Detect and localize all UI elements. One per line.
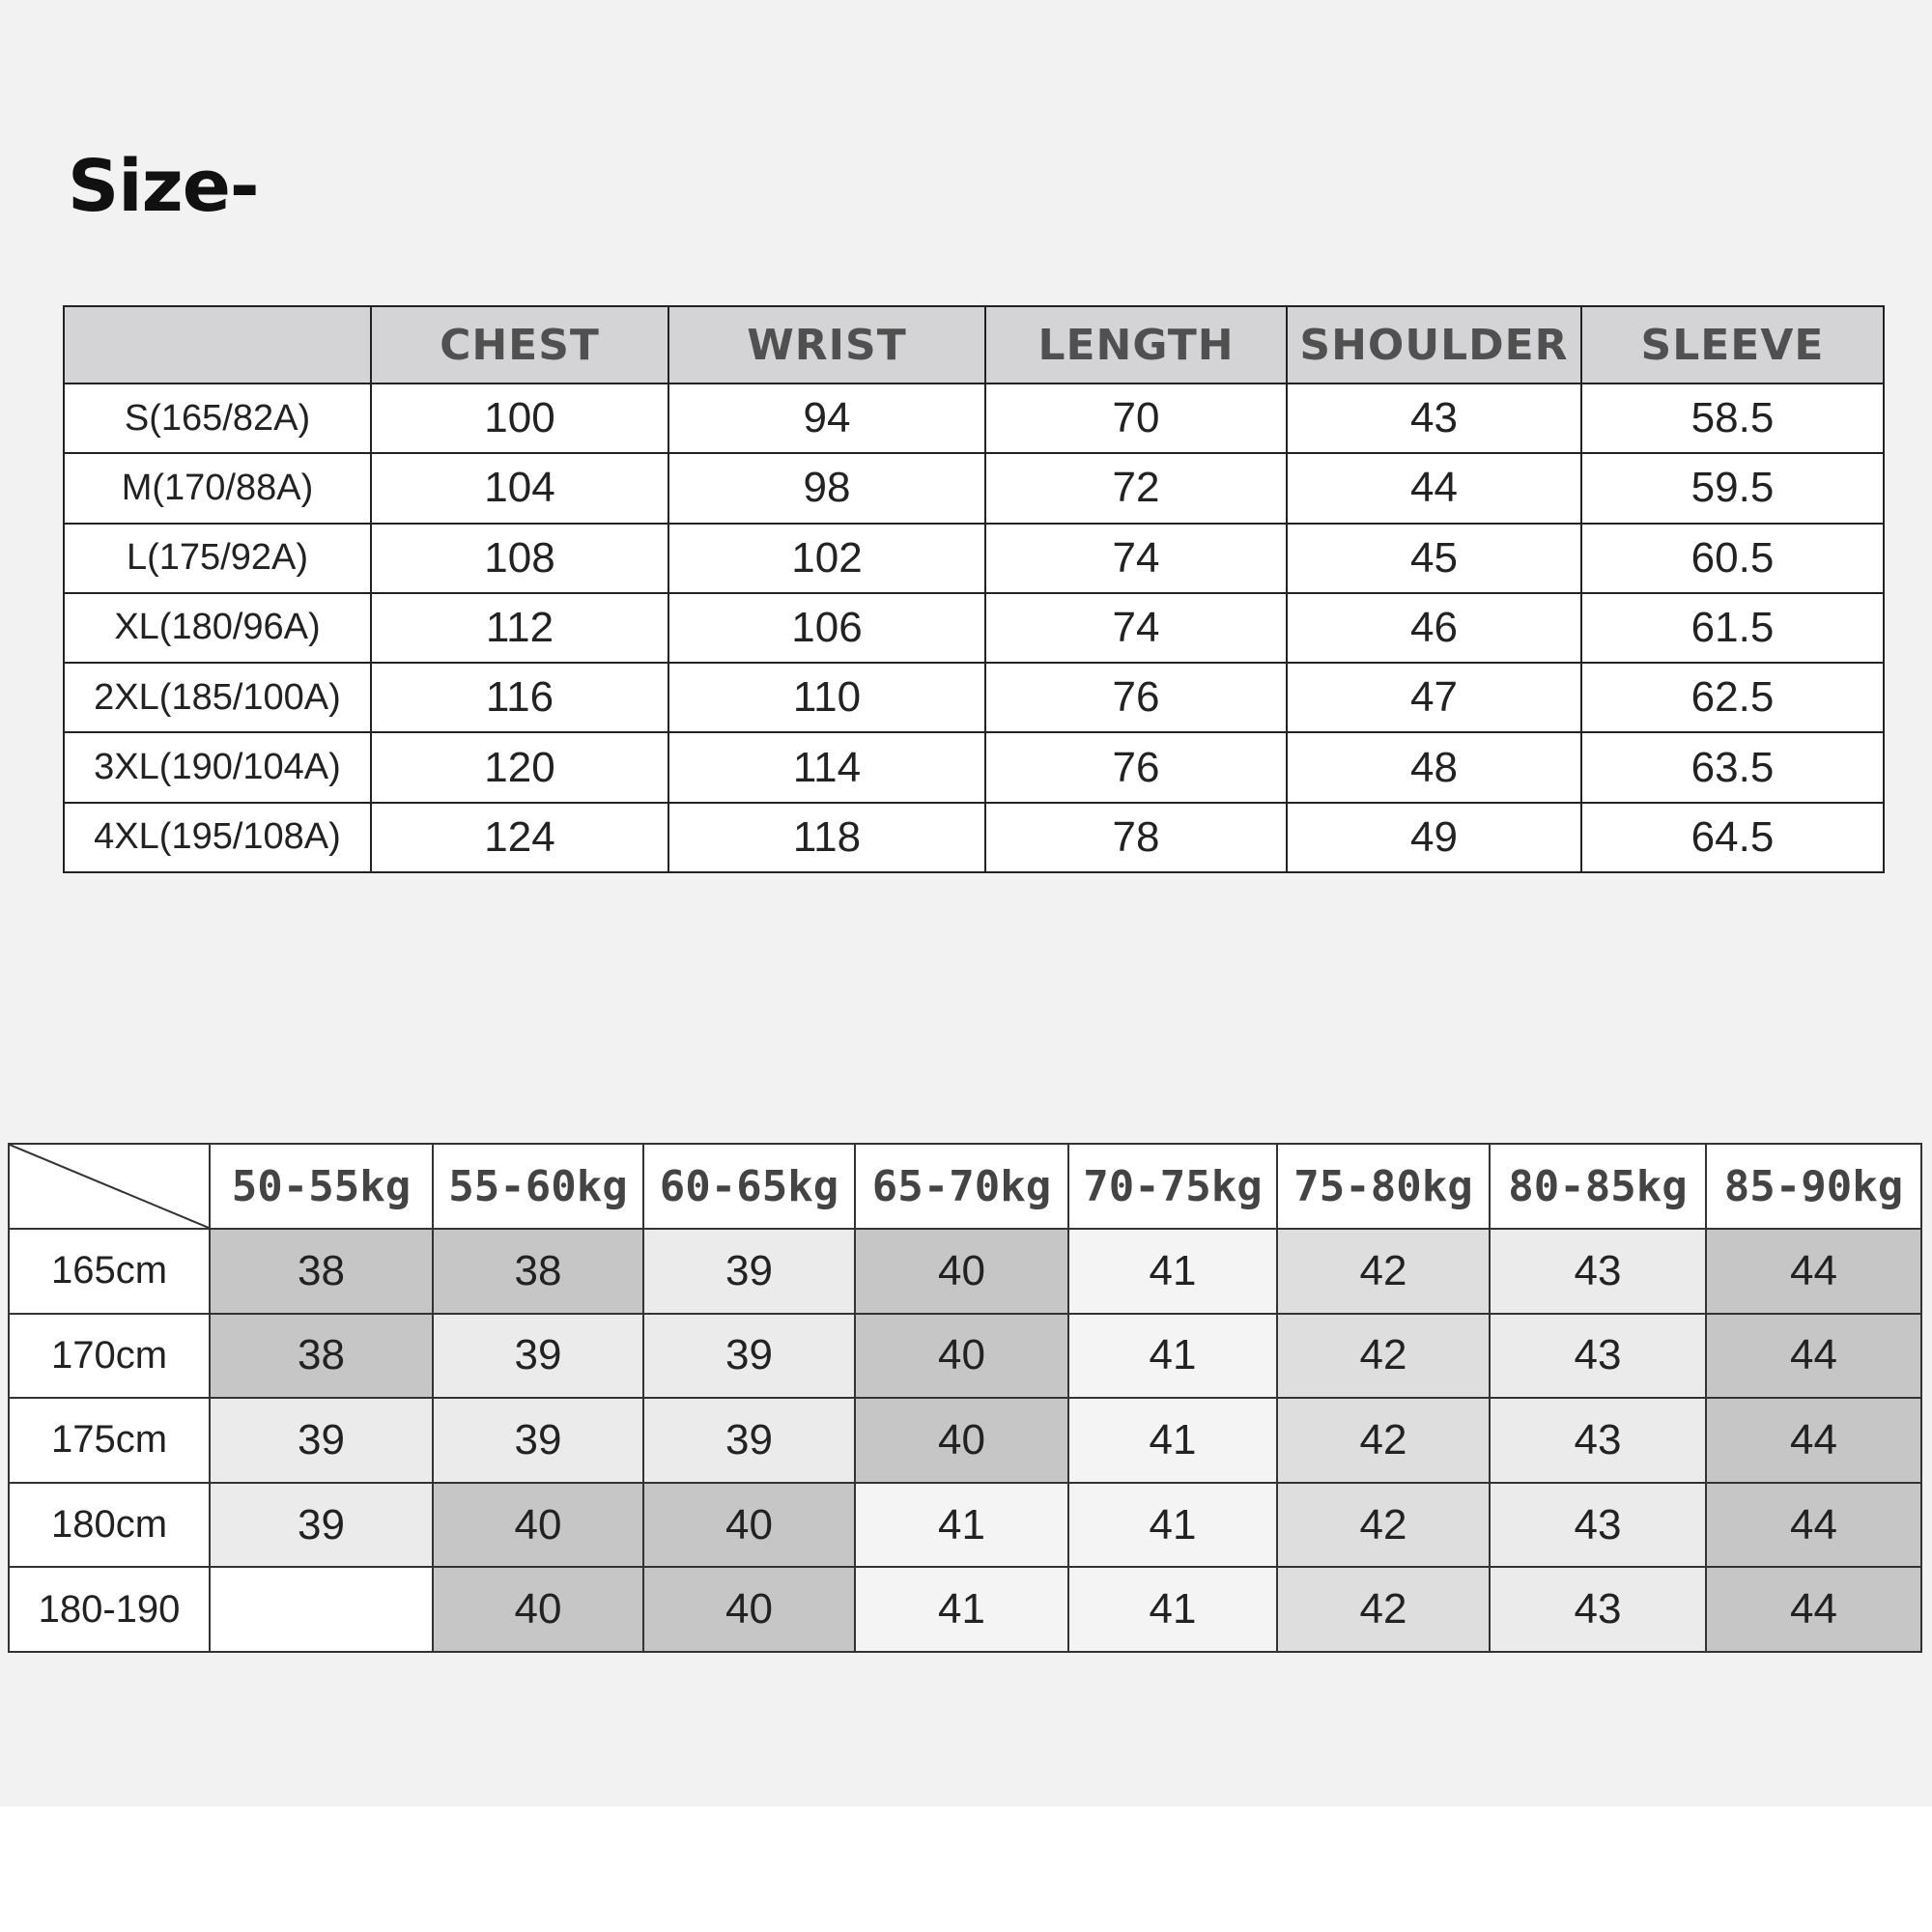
- cell-sleeve: 60.5: [1581, 524, 1884, 593]
- cell-sleeve: 64.5: [1581, 803, 1884, 872]
- cell-shoulder: 49: [1287, 803, 1581, 872]
- fit-size-cell: 42: [1277, 1398, 1490, 1483]
- size-label: S(165/82A): [64, 384, 371, 453]
- size-label: 2XL(185/100A): [64, 663, 371, 732]
- fit-size-cell: 42: [1277, 1567, 1490, 1652]
- fit-size-cell: 42: [1277, 1483, 1490, 1568]
- weight-header: 60-65kg: [643, 1144, 855, 1229]
- cell-wrist: 102: [668, 524, 985, 593]
- cell-wrist: 98: [668, 453, 985, 523]
- cell-length: 70: [985, 384, 1287, 453]
- fit-size-cell: 43: [1490, 1567, 1706, 1652]
- header-sleeve: SLEEVE: [1581, 306, 1884, 384]
- measurement-row: [64, 732, 1884, 802]
- size-label: M(170/88A): [64, 453, 371, 523]
- fit-size-cell: 43: [1490, 1398, 1706, 1483]
- height-label: 180-190: [9, 1567, 210, 1652]
- cell-shoulder: 48: [1287, 732, 1581, 802]
- cell-length: 74: [985, 524, 1287, 593]
- cell-chest: 124: [371, 803, 668, 872]
- page-title: Size-: [68, 145, 259, 228]
- measurement-table: [63, 305, 1885, 873]
- fit-row: [9, 1567, 1921, 1652]
- cell-chest: 120: [371, 732, 668, 802]
- cell-shoulder: 46: [1287, 593, 1581, 663]
- cell-length: 78: [985, 803, 1287, 872]
- cell-chest: 112: [371, 593, 668, 663]
- weight-header: 65-70kg: [855, 1144, 1068, 1229]
- cell-wrist: 106: [668, 593, 985, 663]
- cell-shoulder: 44: [1287, 453, 1581, 523]
- fit-size-cell: 39: [433, 1398, 643, 1483]
- measurement-row: [64, 663, 1884, 732]
- fit-size-cell: 44: [1706, 1229, 1921, 1314]
- weight-header: 85-90kg: [1706, 1144, 1921, 1229]
- height-label: 180cm: [9, 1483, 210, 1568]
- size-label: L(175/92A): [64, 524, 371, 593]
- fit-size-cell: 44: [1706, 1314, 1921, 1399]
- cell-length: 76: [985, 732, 1287, 802]
- size-label: 3XL(190/104A): [64, 732, 371, 802]
- cell-chest: 116: [371, 663, 668, 732]
- fit-size-cell: 43: [1490, 1314, 1706, 1399]
- fit-size-cell: 44: [1706, 1567, 1921, 1652]
- cell-sleeve: 58.5: [1581, 384, 1884, 453]
- cell-wrist: 94: [668, 384, 985, 453]
- fit-row: [9, 1229, 1921, 1314]
- header-length: LENGTH: [985, 306, 1287, 384]
- weight-header: 55-60kg: [433, 1144, 643, 1229]
- cell-sleeve: 59.5: [1581, 453, 1884, 523]
- cell-chest: 108: [371, 524, 668, 593]
- cell-sleeve: 62.5: [1581, 663, 1884, 732]
- cell-wrist: 118: [668, 803, 985, 872]
- cell-shoulder: 47: [1287, 663, 1581, 732]
- size-label: XL(180/96A): [64, 593, 371, 663]
- cell-chest: 100: [371, 384, 668, 453]
- cell-length: 76: [985, 663, 1287, 732]
- measurement-row: [64, 803, 1884, 872]
- weight-header: 50-55kg: [210, 1144, 433, 1229]
- cell-shoulder: 45: [1287, 524, 1581, 593]
- fit-size-cell: 40: [855, 1398, 1068, 1483]
- fit-size-cell: 41: [855, 1483, 1068, 1568]
- fit-size-cell: 41: [1068, 1567, 1277, 1652]
- fit-size-cell: 38: [210, 1229, 433, 1314]
- fit-size-cell: 44: [1706, 1483, 1921, 1568]
- diagonal-divider-icon: [10, 1145, 209, 1228]
- fit-row: [9, 1483, 1921, 1568]
- cell-shoulder: 43: [1287, 384, 1581, 453]
- size-label: 4XL(195/108A): [64, 803, 371, 872]
- cell-wrist: 110: [668, 663, 985, 732]
- header-chest: CHEST: [371, 306, 668, 384]
- fit-size-cell: 39: [433, 1314, 643, 1399]
- measurement-row: [64, 384, 1884, 453]
- header-shoulder: SHOULDER: [1287, 306, 1581, 384]
- height-weight-fit-table: [8, 1143, 1922, 1653]
- fit-size-cell: 41: [855, 1567, 1068, 1652]
- fit-size-cell: 39: [643, 1398, 855, 1483]
- header-wrist: WRIST: [668, 306, 985, 384]
- cell-sleeve: 61.5: [1581, 593, 1884, 663]
- fit-size-cell: 39: [210, 1483, 433, 1568]
- fit-size-cell: 40: [855, 1314, 1068, 1399]
- fit-size-cell: 42: [1277, 1229, 1490, 1314]
- measurement-row: [64, 524, 1884, 593]
- measurement-header-row: [64, 306, 1884, 384]
- cell-sleeve: 63.5: [1581, 732, 1884, 802]
- fit-size-cell: 40: [433, 1567, 643, 1652]
- weight-header-row: [9, 1144, 1921, 1229]
- weight-header: 80-85kg: [1490, 1144, 1706, 1229]
- height-label: 165cm: [9, 1229, 210, 1314]
- weight-header: 70-75kg: [1068, 1144, 1277, 1229]
- fit-size-cell: 38: [433, 1229, 643, 1314]
- fit-size-cell: 40: [643, 1567, 855, 1652]
- fit-row: [9, 1398, 1921, 1483]
- fit-size-cell: [210, 1567, 433, 1652]
- fit-size-cell: 40: [433, 1483, 643, 1568]
- cell-length: 72: [985, 453, 1287, 523]
- header-size: [64, 306, 371, 384]
- fit-row: [9, 1314, 1921, 1399]
- cell-wrist: 114: [668, 732, 985, 802]
- cell-chest: 104: [371, 453, 668, 523]
- fit-size-cell: 44: [1706, 1398, 1921, 1483]
- fit-size-cell: 40: [855, 1229, 1068, 1314]
- measurement-row: [64, 453, 1884, 523]
- fit-size-cell: 41: [1068, 1398, 1277, 1483]
- fit-size-cell: 40: [643, 1483, 855, 1568]
- fit-size-cell: 41: [1068, 1314, 1277, 1399]
- fit-size-cell: 41: [1068, 1229, 1277, 1314]
- height-label: 175cm: [9, 1398, 210, 1483]
- height-label: 170cm: [9, 1314, 210, 1399]
- fit-size-cell: 43: [1490, 1483, 1706, 1568]
- fit-size-cell: 43: [1490, 1229, 1706, 1314]
- measurement-row: [64, 593, 1884, 663]
- fit-size-cell: 39: [643, 1229, 855, 1314]
- fit-size-cell: 42: [1277, 1314, 1490, 1399]
- fit-size-cell: 41: [1068, 1483, 1277, 1568]
- weight-header: 75-80kg: [1277, 1144, 1490, 1229]
- fit-size-cell: 39: [210, 1398, 433, 1483]
- cell-length: 74: [985, 593, 1287, 663]
- corner-cell: [9, 1144, 210, 1229]
- fit-size-cell: 38: [210, 1314, 433, 1399]
- fit-size-cell: 39: [643, 1314, 855, 1399]
